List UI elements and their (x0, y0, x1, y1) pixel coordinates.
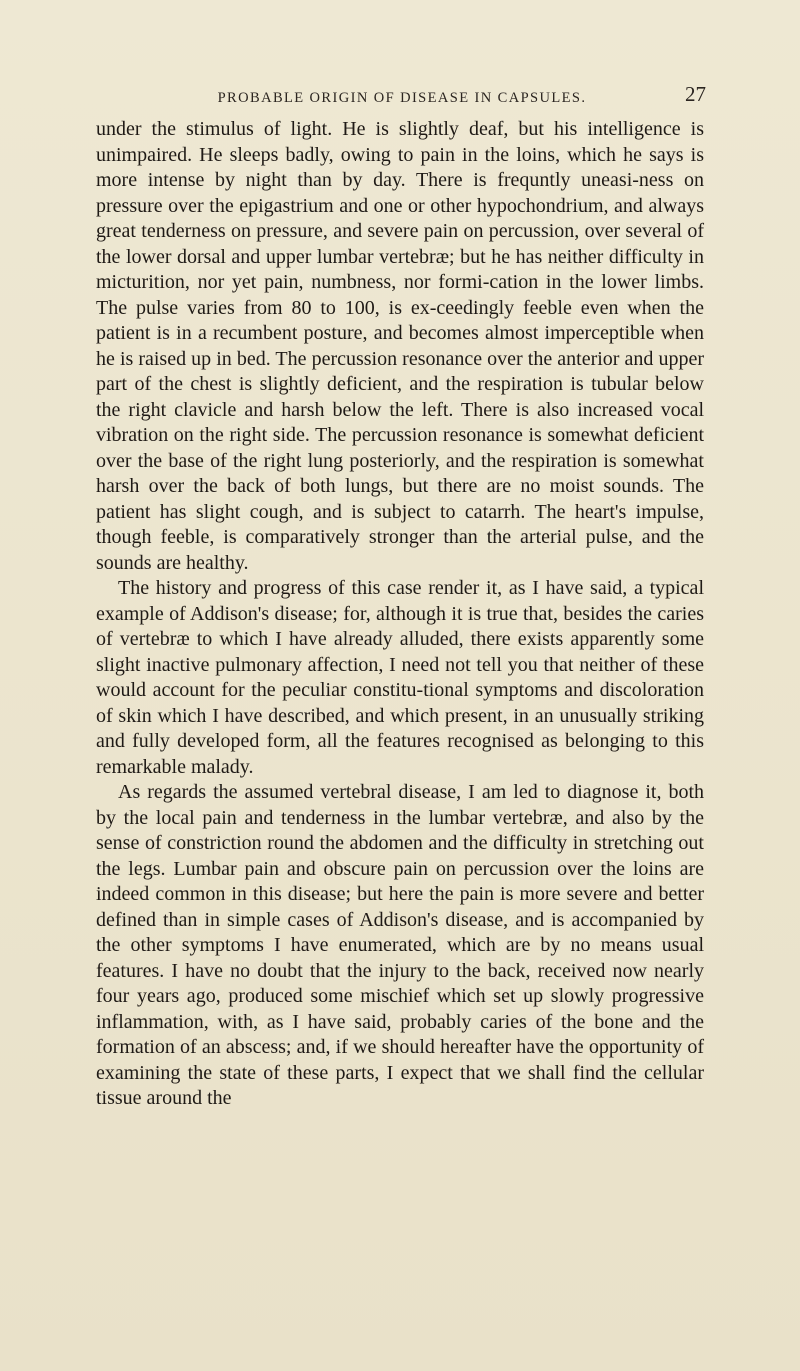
paragraph-case-findings: under the stimulus of light. He is slightly deaf, but his intelligence is unimpaired. He sleeps badly, owing to pain in the loins, which he says is more intense by night than by day. There is frequntly uneasi-ness on pressure over the epigastrium and one or other hypochondrium, and always great tenderness on pressure, and severe pain on percussion, over several of the lower dorsal and upper lumbar vertebræ; but he has neither difficulty in micturition, nor yet pain, numbness, nor formi-cation in the lower limbs. The pulse varies from 80 to 100, is ex-ceedingly feeble even when the patient is in a recumbent posture, and becomes almost imperceptible when he is raised up in bed. The percussion resonance over the anterior and upper part of the chest is slightly deficient, and the respiration is tubular below the right clavicle and harsh below the left. There is also increased vocal vibration on the right side. The percussion resonance is somewhat deficient over the base of the right lung posteriorly, and the respiration is somewhat harsh over the back of both lungs, but there are no moist sounds. The patient has slight cough, and is subject to catarrh. The heart's impulse, though feeble, is comparatively stronger than the arterial pulse, and the sounds are healthy. (96, 118, 704, 574)
paragraph-addisons-diagnosis: The history and progress of this case render it, as I have said, a typical example of Addison's disease; for, although it is true that, besides the caries of vertebræ to which I have already alluded, there exists apparently some slight inactive pulmonary affection, I need not tell you that neither of these would account for the peculiar constitu-tional symptoms and discoloration of skin which I have described, and which present, in an unusually striking and fully developed form, all the features recognised as belonging to this remarkable malady. (96, 577, 704, 778)
body-text (96, 117, 704, 1112)
running-title: PROBABLE ORIGIN OF DISEASE IN CAPSULES. (217, 90, 587, 106)
page-number: 27 (685, 82, 706, 106)
paragraph-vertebral-disease: As regards the assumed vertebral disease, I am led to diagnose it, both by the local pain and tenderness in the lumbar vertebræ, and also by the sense of constriction round the abdomen and the difficulty in stretching out the legs. Lumbar pain and obscure pain on percussion over the loins are indeed common in this disease; but here the pain is more severe and better defined than in simple cases of Addison's disease, and is accompanied by the other symptoms I have enumerated, which are by no means usual features. I have no doubt that the injury to the back, received now nearly four years ago, produced some mischief which set up slowly progressive inflammation, with, as I have said, probably caries of the bone and the formation of an abscess; and, if we should hereafter have the opportunity of examining the state of these parts, I expect that we shall find the cellular tissue around the (96, 781, 704, 1109)
running-head (104, 82, 706, 114)
